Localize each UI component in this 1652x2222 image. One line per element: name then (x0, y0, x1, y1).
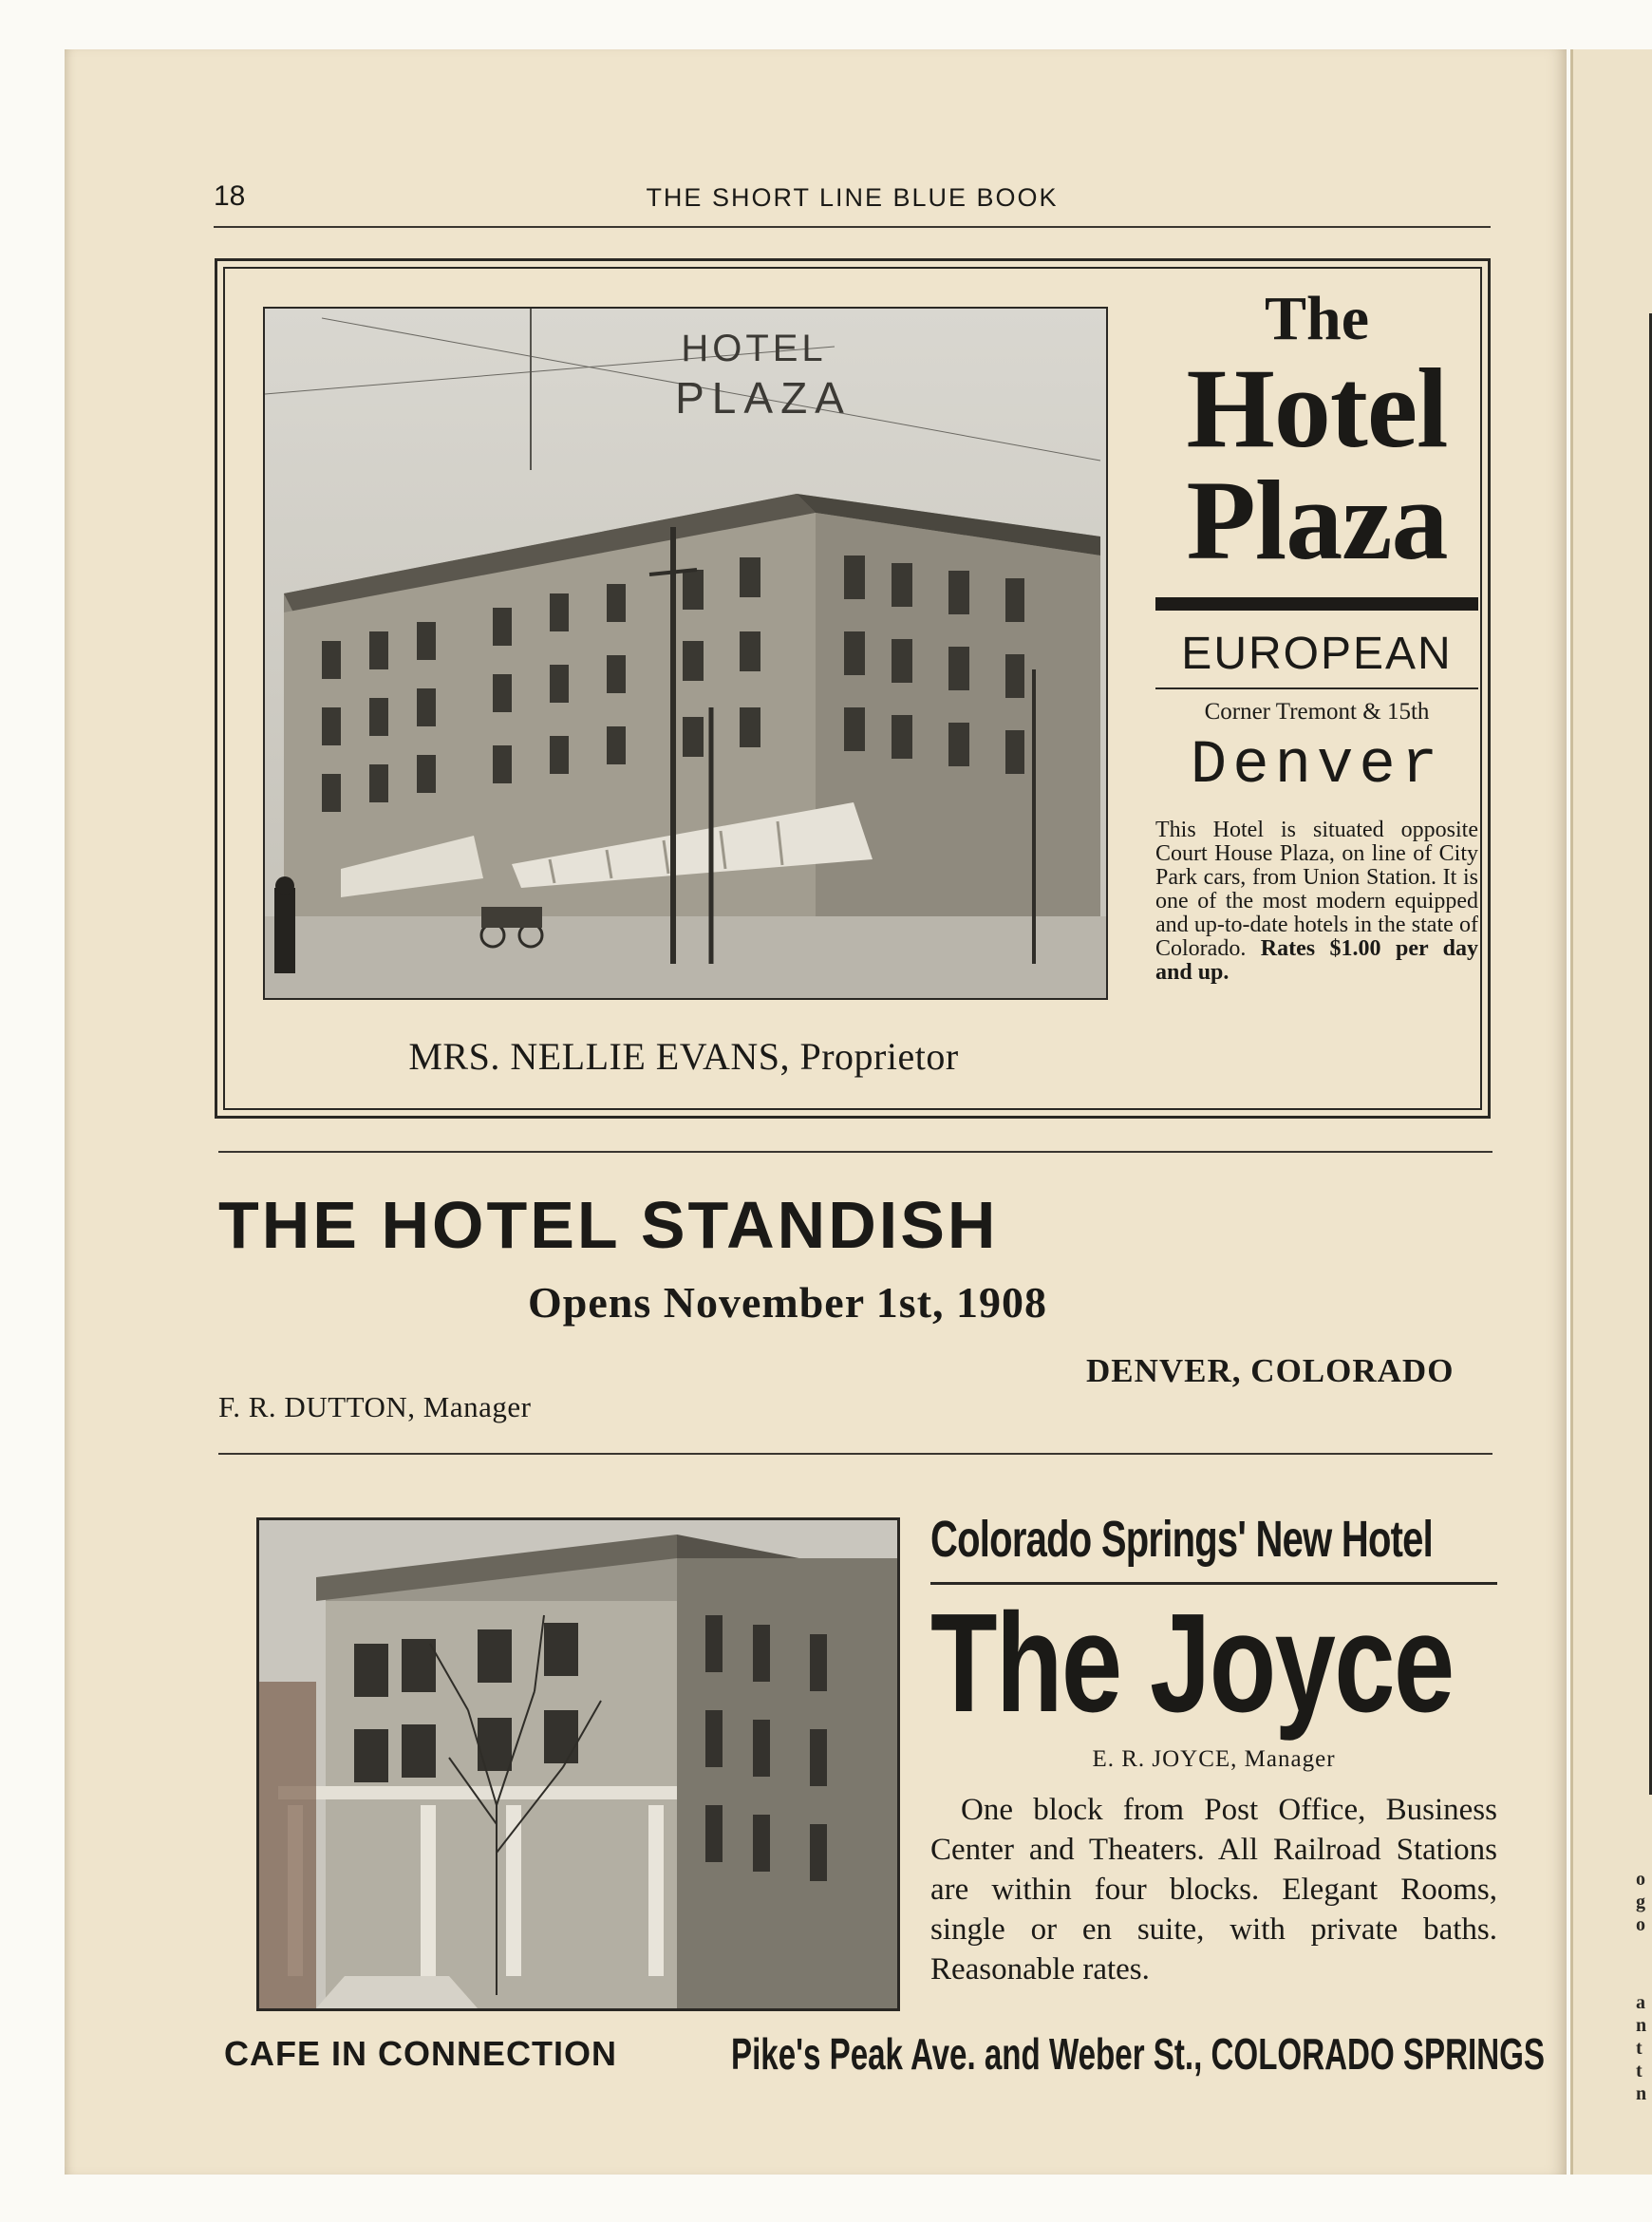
fragment-letter: t (1636, 2061, 1643, 2081)
cafe-notice: CAFE IN CONNECTION (224, 2034, 617, 2073)
plaza-text-column (1150, 286, 1484, 985)
sign-line-1: HOTEL (681, 328, 827, 369)
heavy-rule (1155, 597, 1478, 611)
ad-inner-border (223, 267, 1482, 1110)
joyce-address: Pike's Peak Ave. and Weber St., COLORADO SPRINGS (731, 2029, 1545, 2079)
fragment-gap (1636, 1936, 1652, 1991)
hotel-joyce-photo (256, 1517, 900, 2011)
fragment-letter: o (1636, 1869, 1645, 1890)
title-hotel: Hotel (1186, 345, 1448, 471)
joyce-description: One block from Post Office, Business Center and Theaters. All Railroad Stations are within four blocks. Elegant Rooms, single or en suite, with private baths. Reasonable rates. (930, 1793, 1497, 1987)
joyce-headline: Colorado Springs' New Hotel (930, 1511, 1434, 1568)
fragment-letter: n (1636, 2015, 1647, 2036)
proprietor-line: MRS. NELLIE EVANS, Proprietor (408, 1035, 959, 1078)
adjacent-page-text (1636, 1868, 1652, 2105)
standish-location: DENVER, COLORADO (1086, 1352, 1455, 1389)
plaza-description (1155, 819, 1478, 985)
fragment-letter: n (1636, 2083, 1647, 2104)
description-text: This Hotel is situated opposite Court House Plaza, on line of City Park cars, from Union Station. It is one of the most modern equipped and up-to-date hotels in the state of Colorado. (1155, 818, 1478, 961)
section-divider (218, 1151, 1492, 1153)
standish-title: THE HOTEL STANDISH (218, 1188, 999, 1262)
page-number: 18 (214, 180, 246, 212)
fragment-letter: a (1636, 1992, 1645, 2013)
standish-manager: F. R. DUTTON, Manager (218, 1390, 532, 1423)
joyce-hotel-name: The Joyce (930, 1585, 1454, 1742)
fragment-letter: g (1636, 1892, 1645, 1912)
joyce-text-column (930, 1510, 1500, 1989)
plan-label: EUROPEAN (1155, 628, 1478, 689)
hotel-plaza-ad (215, 258, 1491, 1119)
running-header (214, 180, 1491, 228)
adjacent-page (1570, 49, 1652, 2175)
title-the: The (1264, 284, 1370, 353)
book-title: THE SHORT LINE BLUE BOOK (646, 183, 1059, 212)
fragment-letter: t (1636, 2038, 1643, 2059)
street-address: Corner Tremont & 15th (1204, 699, 1430, 725)
sign-line-2: PLAZA (675, 373, 852, 423)
hotel-plaza-photo (263, 307, 1108, 1000)
section-divider (218, 1453, 1492, 1455)
rates-text: Rates $1.00 per day and up. (1155, 936, 1478, 985)
title-plaza: Plaza (1186, 457, 1448, 583)
fragment-letter: o (1636, 1914, 1645, 1935)
city-name: Denver (1190, 732, 1444, 800)
standish-opening: Opens November 1st, 1908 (528, 1278, 1048, 1327)
joyce-manager: E. R. JOYCE, Manager (1092, 1746, 1336, 1772)
